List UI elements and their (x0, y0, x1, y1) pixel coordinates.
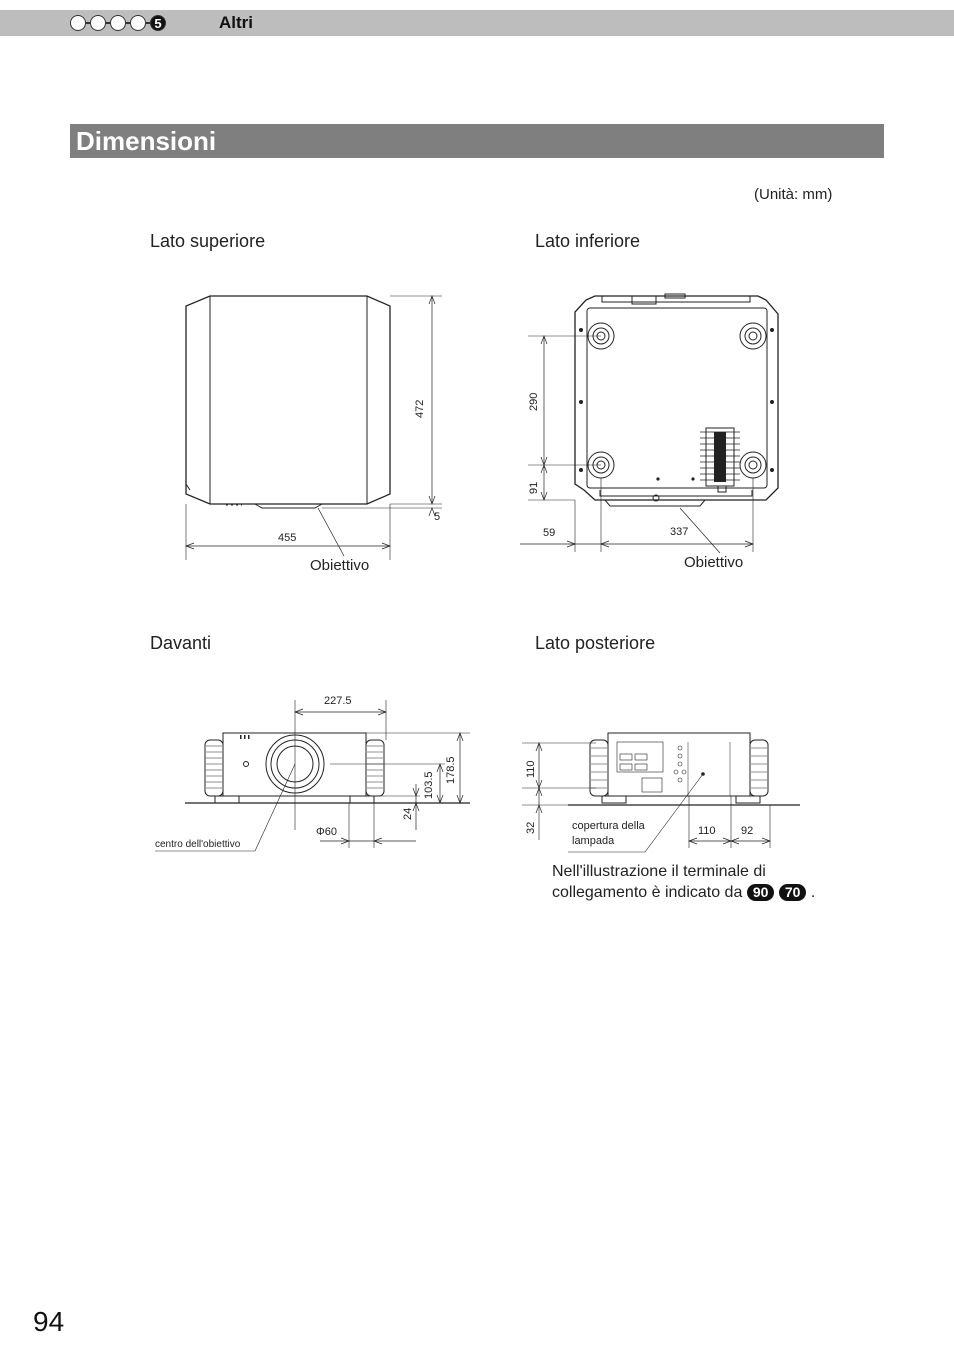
dim-rear-cover-right: 92 (741, 825, 754, 837)
dim-top-width: 455 (278, 532, 297, 544)
dim-front-height: 178.5 (445, 756, 457, 784)
dim-rear-upper-height: 110 (525, 760, 537, 778)
note-end: . (810, 884, 816, 901)
section-label: Altri (219, 13, 253, 32)
dim-front-lens-center-x: 227.5 (324, 695, 352, 707)
dim-front-foot-height: 24 (402, 807, 414, 820)
dim-top-depth: 472 (414, 399, 426, 418)
rear-view-drawing (522, 733, 800, 852)
heading-bottom-view: Lato inferiore (535, 231, 641, 251)
lens-label-bottom: Obiettivo (684, 554, 744, 571)
top-view-drawing (186, 296, 442, 560)
dim-bottom-foot-width: 337 (670, 526, 689, 538)
dim-bottom-left-to-foot: 59 (543, 527, 556, 539)
dim-rear-cover-width: 110 (698, 825, 716, 837)
lens-center-label: centro dell'obiettivo (155, 839, 241, 850)
note-line1: Nell'illustrazione il terminale di (552, 863, 766, 880)
badge-90: 90 (747, 884, 775, 901)
heading-front-view: Davanti (150, 633, 212, 653)
dim-front-lens-diameter: Φ60 (316, 826, 338, 838)
dim-bottom-front-to-foot: 91 (528, 481, 540, 494)
cover-label-line2: lampada (572, 835, 615, 847)
dim-top-offset: 5 (434, 511, 441, 523)
note-line2: collegamento è indicato da (552, 884, 743, 901)
terminal-note (552, 861, 815, 903)
cover-label-line1: copertura della (572, 820, 645, 832)
dim-rear-lower-height: 32 (525, 821, 537, 834)
heading-top-view: Lato superiore (150, 231, 266, 251)
note-line2-wrap (552, 882, 815, 903)
step-5-active: 5 (150, 15, 166, 31)
badge-70: 70 (779, 884, 807, 901)
lens-label-top: Obiettivo (310, 557, 370, 574)
dim-front-lens-center-height: 103.5 (423, 771, 435, 799)
heading-rear-view: Lato posteriore (535, 633, 656, 653)
dim-bottom-foot-spacing: 290 (528, 392, 540, 411)
unit-label: (Unità: mm) (754, 186, 833, 203)
page-number: 94 (33, 1306, 65, 1337)
page-title: Dimensioni (76, 126, 217, 156)
bottom-view-drawing (520, 294, 778, 553)
